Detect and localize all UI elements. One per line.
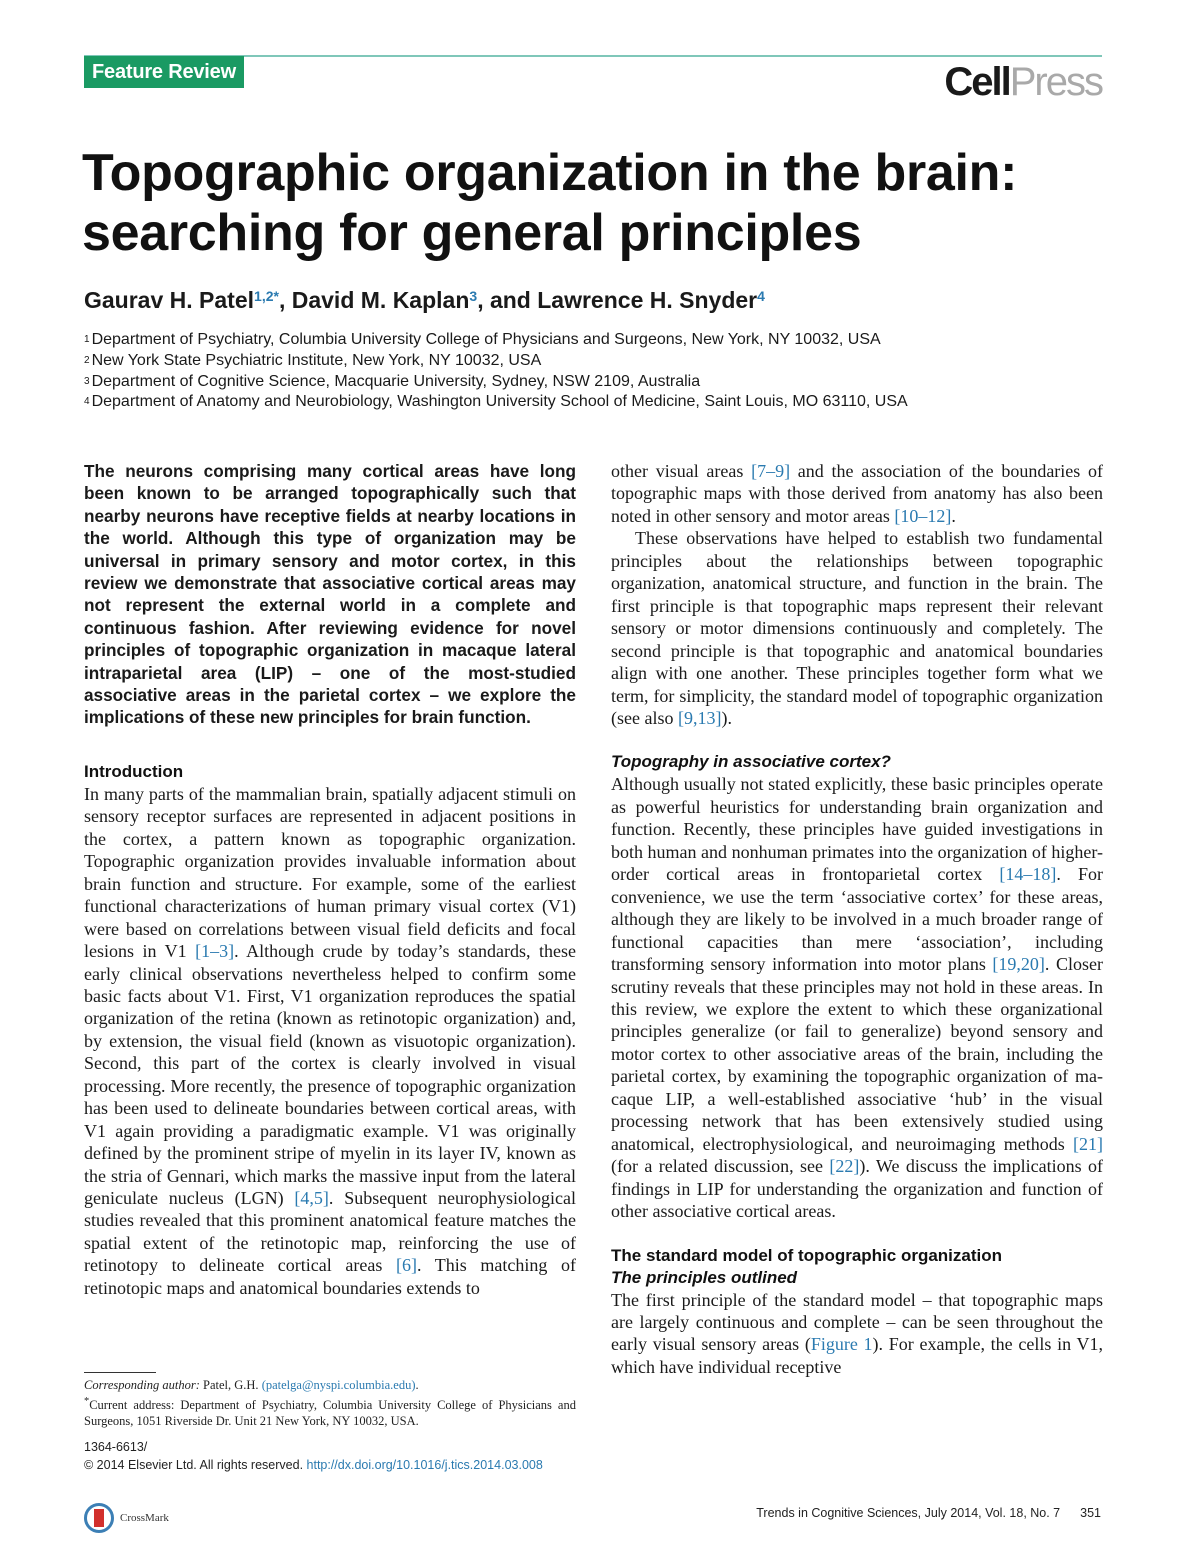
figure-link[interactable]: Figure 1 [810,1334,873,1355]
doi-link[interactable]: http://dx.doi.org/10.1016/j.tics.2014.03.008 [306,1457,543,1472]
journal-info: Trends in Cognitive Sciences, July 2014, Vol. 18, No. 7 [756,1506,1061,1520]
corr-label: Corresponding author: [84,1378,200,1392]
title-line-1: Topographic organization in the brain: [82,144,1018,202]
text-run: . This matching of retinotopic maps and anatomical boundaries extends to [84,1255,576,1298]
text-run: . [951,505,956,526]
author-name[interactable]: David M. Kaplan [291,287,470,313]
text-run: ). For example, the cells in V1, which have individual receptive [611,1334,1103,1377]
affiliation-number: 1 [84,334,90,345]
introduction-paragraph [84,783,576,1299]
text-run: ). We discuss the implications of findings in LIP for understanding the organization and function of other associative cortical areas. [611,1156,1103,1222]
text-run: ). [721,707,732,728]
footnote-rule [84,1372,156,1373]
corr-email-link[interactable]: (patelga@nyspi.columbia.edu) [261,1378,416,1392]
author-list [84,284,765,316]
citation-link[interactable]: [9,13] [677,707,722,728]
left-column [84,460,576,1472]
affiliation-item [84,330,908,351]
corresponding-author [84,1377,576,1394]
introduction-paragraph-continued [611,460,1103,527]
affiliation-text: Department of Cognitive Science, Macquarie University, Sydney, NSW 2109, Australia [91,372,701,390]
text-run: . For convenience, we use the term ‘associative cortex’ for these areas, although they are likely to be involved in a much broader range of functional capacities than mere ‘association’, including transforming sensory information into motor plans [611,864,1103,975]
journal-citation [756,1506,1101,1520]
text-run: . Closer scrutiny reveals that these principles may not hold in these areas. In this review, we explore the extent to which these organizational principles generalize (or fail to generalize) beyond sensory and motor cortex to other associative areas of the brain, including the parietal cortex, by examining the topographic organization of macaque LIP, a well-established associative ‘hub’ in the visual processing network that has been extensively studied using anatomical, electrophysiological, and neuroimaging methods [611,954,1103,1154]
topography-subheading: Topography in associative cortex? [611,752,891,772]
abstract: The neurons comprising many cortical areas have long been known to be arranged topographically such that nearby neurons have receptive fields at nearby locations in the world. Although this type of organization may be universal in primary sensory and motor cortex, in this review we demonstrate that associative cortical areas may not represent the external world in a complete and continuous fashion. After reviewing evidence for novel principles of topographic organization in macaque lateral intraparietal area (LIP) – one of the most-studied associative areas in the parietal cortex – we explore the implications of these new principles for brain function. [84,461,576,728]
copyright-line [84,1456,576,1474]
text-run: . Subsequent neurophysiological studies revealed that this prominent anatomical feature matches the spatial extent of the retinotopic map, reinforcing the use of retinotopy to delineate cortical areas [84,1188,576,1276]
standard-model-heading: The standard model of topographic organization [611,1245,1003,1265]
text-run: Although usually not stated explicitly, these basic principles operate as powerful heuristics for understanding brain organization and function. Recently, these principles have guided investigations in both human and nonhuman primates into the organization of higher-order cortical areas in frontoparietal cortex [611,774,1103,885]
affiliation-item [84,372,908,393]
crossmark-icon [84,1503,114,1533]
principles-paragraph [611,527,1103,729]
affiliation-text: Department of Psychiatry, Columbia University College of Physicians and Surgeons, New York, NY 10032, USA [91,331,881,348]
citation-link[interactable]: [21] [1073,1133,1103,1154]
citation-link[interactable]: [6] [395,1255,417,1276]
citation-link[interactable]: [1–3] [195,941,235,962]
standard-model-paragraph [611,1289,1103,1379]
affiliation-list [84,330,908,413]
article-title [82,143,1112,263]
logo-cell: Cell [944,60,1010,104]
author-sep: , and [477,287,538,313]
text-run: other visual areas [611,461,752,481]
citation-link[interactable]: [22] [829,1156,860,1177]
cellpress-logo[interactable] [944,58,1102,106]
author-affil-sup[interactable]: 1,2* [254,288,279,304]
author-affil-sup[interactable]: 4 [757,288,765,304]
author-affil-sup[interactable]: 3 [469,288,478,304]
affiliation-text: Department of Anatomy and Neurobiology, Washington University School of Medicine, Saint Louis, MO 63110, USA [91,393,908,411]
current-address-text: Current address: Department of Psychiatry, Columbia University College of Physicians and Surgeons, 1051 Riverside Dr. Unit 21 New York, NY 10032, USA. [84,1397,576,1429]
current-address [84,1394,576,1430]
footnote-mark: * [84,1395,90,1407]
text-run: In many parts of the mammalian brain, spatially adjacent stimuli on sensory receptor surfaces are represented in adjacent positions in the cortex, a pattern known as topographic organization. Topographic organization provides invaluable information about brain function and structure. For example, some of the earliest functional characterizations of human primary visual cortex (V1) were based on correlations between visual field deficits and focal lesions in V1 [84,783,576,962]
author-name[interactable]: Gaurav H. Patel [84,287,255,313]
affiliation-item [84,392,908,413]
author-name[interactable]: Lawrence H. Snyder [537,287,758,313]
text-run: . Although crude by today’s standards, these early clinical observations nevertheless helped to confirm some basic facts about V1. First, V1 organization reproduces the spatial organization of the retina (known as retinotopic organization) and, by extension, the visual field (known as visuotopic organization). Second, this part of the cortex is clearly involved in visual processing. More recently, the presence of topographic organization has been used to delineate boundaries between cortical areas, with V1 again providing a paradigmatic example. V1 was originally defined by the prominent stripe of myelin in its layer IV, known as the stria of Gennari, which marks the massive input from the lateral geniculate nucleus (LGN) [84,941,576,1209]
affiliation-number: 3 [84,375,90,387]
citation-link[interactable]: [19,20] [992,954,1045,975]
citation-link[interactable]: [10–12] [894,505,952,526]
corr-name: Patel, G.H. [199,1378,262,1392]
author-sep: , [278,287,292,313]
text-run: The first principle of the standard model – that topographic maps are largely continuous and complete – can be seen throughout the early visual sensory areas ( [611,1289,1103,1355]
affiliation-item [84,351,908,372]
affiliation-text: New York State Psychiatric Institute, New York, NY 10032, USA [91,351,542,369]
feature-review-badge: Feature Review [84,56,244,88]
footnotes [84,1372,576,1474]
logo-press: Press [1009,60,1102,104]
text-run: . [415,1378,419,1392]
page-number: 351 [1080,1506,1101,1520]
crossmark-label: CrossMark [120,1512,169,1524]
affiliation-number: 2 [84,354,90,366]
text-run: These observations have helped to establish two fundamental principles about the relationships between topographic organization, anatomical structure, and function in the brain. The first principle is that topographic maps represent their relevant sensory or motor dimensions continuously and completely. The second principle is that topographic and anatomical boundaries align with one another. These principles together form what we term, for simplicity, the standard model of topographic organization (see also [611,528,1103,728]
citation-link[interactable]: [14–18] [999,864,1057,885]
title-line-2: searching for general principles [82,204,862,262]
copyright-text: © 2014 Elsevier Ltd. All rights reserved. [84,1457,307,1472]
introduction-heading: Introduction [84,761,184,781]
crossmark-badge[interactable] [84,1503,169,1533]
citation-link[interactable]: [4,5] [294,1188,329,1209]
text-run: (for a related discussion, see [611,1156,830,1177]
citation-link[interactable]: [7–9] [751,461,791,481]
right-column [611,460,1103,1378]
affiliation-number: 4 [84,396,90,408]
topography-paragraph [611,773,1103,1222]
issn: 1364-6613/ [84,1439,148,1454]
text-run: and the association of the boundaries of topographic maps with those derived from anatomy has also been noted in other sensory and motor areas [611,461,1103,526]
principles-outlined-subheading: The principles outlined [611,1267,798,1287]
